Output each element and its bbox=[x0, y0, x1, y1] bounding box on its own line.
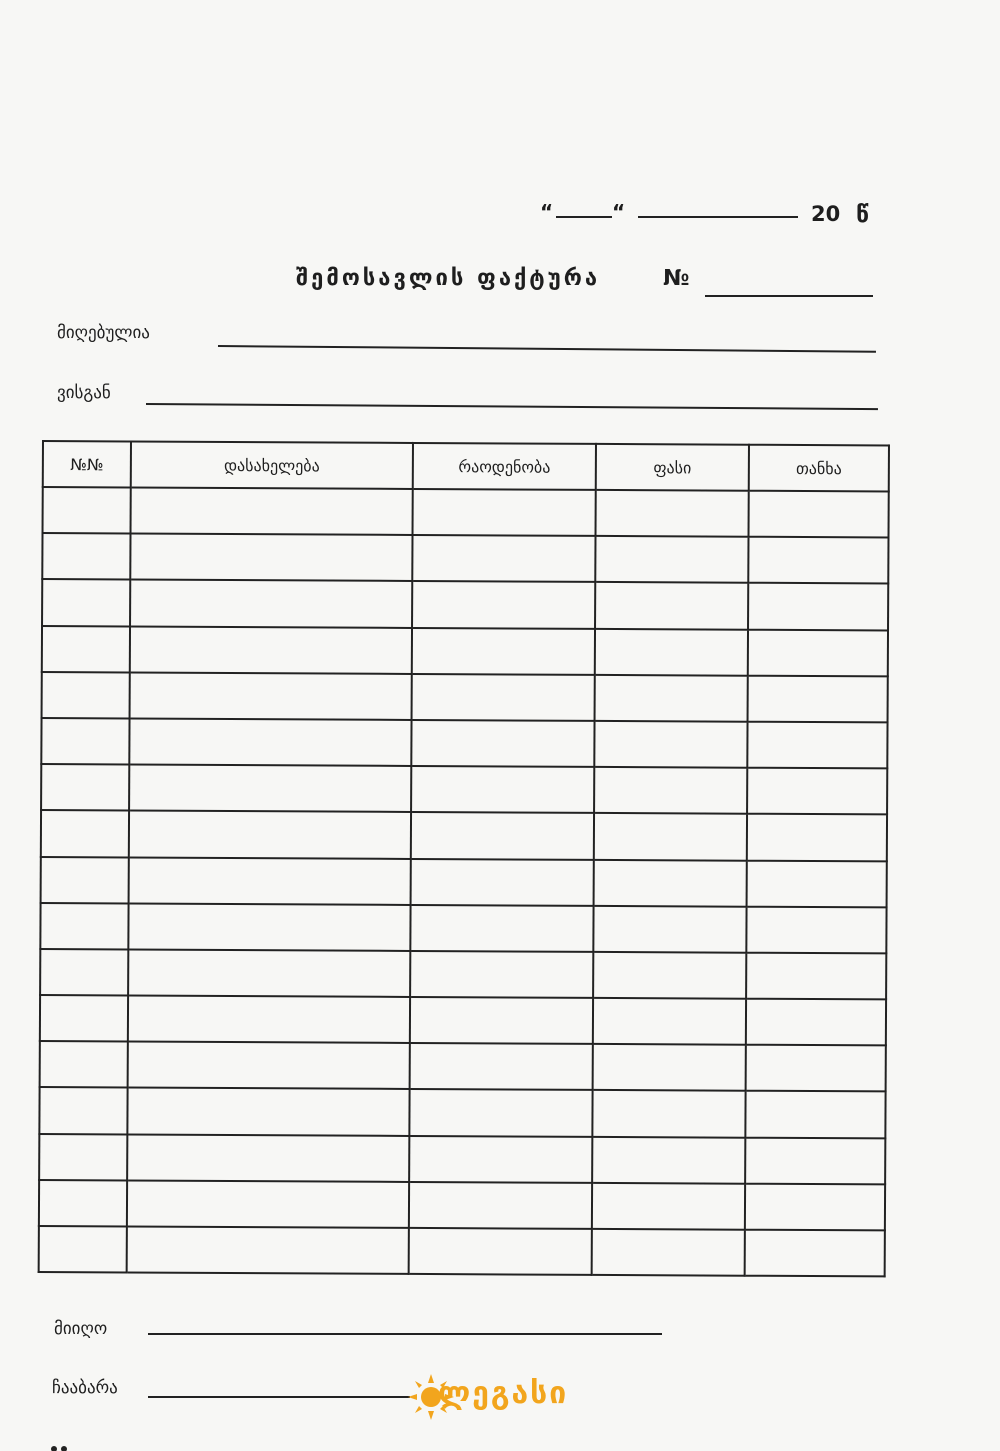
open-quote: “ bbox=[540, 200, 554, 224]
cell-quantity[interactable] bbox=[412, 674, 595, 721]
cell-number[interactable] bbox=[41, 718, 129, 765]
cell-number[interactable] bbox=[39, 1226, 127, 1273]
cell-quantity[interactable] bbox=[412, 535, 595, 582]
cell-name[interactable] bbox=[129, 718, 411, 766]
cell-quantity[interactable] bbox=[410, 905, 593, 952]
day-blank[interactable] bbox=[556, 216, 612, 218]
year-suffix: წ bbox=[856, 202, 869, 228]
cell-price[interactable] bbox=[592, 1137, 745, 1184]
cell-name[interactable] bbox=[127, 1226, 409, 1274]
cell-number[interactable] bbox=[39, 1087, 127, 1134]
bullet-dots bbox=[50, 1443, 72, 1451]
cell-quantity[interactable] bbox=[411, 720, 594, 767]
table-row bbox=[40, 949, 886, 1000]
table-row bbox=[39, 1226, 885, 1277]
cell-quantity[interactable] bbox=[409, 1089, 592, 1136]
cell-price[interactable] bbox=[595, 628, 748, 675]
from-field[interactable] bbox=[146, 403, 878, 410]
cell-price[interactable] bbox=[596, 490, 749, 537]
cell-amount[interactable] bbox=[746, 1045, 886, 1092]
cell-name[interactable] bbox=[128, 996, 410, 1044]
items-body bbox=[39, 487, 889, 1277]
cell-quantity[interactable] bbox=[410, 951, 593, 998]
cell-number[interactable] bbox=[42, 626, 130, 673]
cell-quantity[interactable] bbox=[409, 1182, 592, 1229]
table-row bbox=[39, 1087, 885, 1138]
cell-name[interactable] bbox=[127, 1180, 409, 1228]
cell-quantity[interactable] bbox=[412, 628, 595, 675]
cell-amount[interactable] bbox=[748, 537, 888, 584]
cell-number[interactable] bbox=[40, 995, 128, 1042]
cell-quantity[interactable] bbox=[412, 581, 595, 628]
cell-number[interactable] bbox=[40, 949, 128, 996]
received-label: მიღებულია bbox=[57, 323, 150, 343]
cell-price[interactable] bbox=[595, 675, 748, 722]
cell-name[interactable] bbox=[130, 672, 412, 720]
cell-number[interactable] bbox=[41, 764, 129, 811]
publisher-logo bbox=[408, 1372, 608, 1422]
cell-price[interactable] bbox=[594, 721, 747, 768]
cell-price[interactable] bbox=[594, 767, 747, 814]
cell-price[interactable] bbox=[592, 1090, 745, 1137]
cell-price[interactable] bbox=[593, 952, 746, 999]
cell-amount[interactable] bbox=[747, 860, 887, 907]
cell-name[interactable] bbox=[129, 857, 411, 905]
table-row bbox=[42, 533, 888, 584]
accepted-label: მიიღო bbox=[54, 1319, 108, 1339]
table-row bbox=[40, 995, 886, 1046]
header-name: დასახელება bbox=[131, 441, 413, 488]
table-row bbox=[42, 672, 888, 723]
cell-amount[interactable] bbox=[747, 722, 887, 769]
cell-price[interactable] bbox=[593, 998, 746, 1045]
cell-amount[interactable] bbox=[745, 1184, 885, 1231]
cell-name[interactable] bbox=[128, 949, 410, 997]
cell-name[interactable] bbox=[129, 811, 411, 859]
cell-amount[interactable] bbox=[748, 629, 888, 676]
cell-amount[interactable] bbox=[747, 768, 887, 815]
header-amount: თანხა bbox=[749, 445, 889, 492]
cell-name[interactable] bbox=[127, 1088, 409, 1136]
cell-amount[interactable] bbox=[745, 1137, 885, 1184]
table-row bbox=[41, 718, 887, 769]
cell-quantity[interactable] bbox=[411, 812, 594, 859]
table-row bbox=[40, 903, 886, 954]
cell-number[interactable] bbox=[41, 856, 129, 903]
invoice-number-blank[interactable] bbox=[705, 295, 873, 297]
cell-name[interactable] bbox=[129, 765, 411, 813]
cell-number[interactable] bbox=[42, 579, 130, 626]
document-title: შემოსავლის ფაქტურა bbox=[296, 266, 601, 291]
handed-over-field[interactable] bbox=[148, 1396, 410, 1398]
items-table bbox=[38, 440, 890, 1278]
cell-price[interactable] bbox=[592, 1229, 745, 1276]
cell-price[interactable] bbox=[593, 906, 746, 953]
cell-amount[interactable] bbox=[746, 953, 886, 1000]
table-row bbox=[41, 764, 887, 815]
header-price: ფასი bbox=[596, 444, 749, 491]
cell-name[interactable] bbox=[127, 1134, 409, 1182]
cell-name[interactable] bbox=[130, 534, 412, 582]
cell-amount[interactable] bbox=[746, 906, 886, 953]
cell-amount[interactable] bbox=[746, 999, 886, 1046]
year-prefix: 20 bbox=[811, 202, 841, 226]
cell-number[interactable] bbox=[42, 672, 130, 719]
cell-amount[interactable] bbox=[748, 583, 888, 630]
table-row bbox=[41, 810, 887, 861]
cell-amount[interactable] bbox=[745, 1091, 885, 1138]
logo-text: ლეგასი bbox=[438, 1376, 569, 1411]
date-line bbox=[538, 200, 883, 236]
accepted-field[interactable] bbox=[148, 1333, 662, 1335]
cell-price[interactable] bbox=[593, 1044, 746, 1091]
cell-number[interactable] bbox=[39, 1180, 127, 1227]
table-row bbox=[42, 626, 888, 677]
cell-quantity[interactable] bbox=[413, 489, 596, 536]
cell-amount[interactable] bbox=[748, 675, 888, 722]
handed-over-label: ჩააბარა bbox=[52, 1378, 118, 1398]
cell-amount[interactable] bbox=[749, 491, 889, 538]
cell-number[interactable] bbox=[39, 1134, 127, 1181]
number-sign: № bbox=[663, 266, 690, 291]
header-number: №№ bbox=[43, 441, 131, 487]
table-row bbox=[43, 487, 889, 538]
cell-price[interactable] bbox=[594, 859, 747, 906]
header-quantity: რაოდენობა bbox=[413, 443, 596, 490]
cell-quantity[interactable] bbox=[409, 1228, 592, 1275]
cell-number[interactable] bbox=[40, 903, 128, 950]
cell-quantity[interactable] bbox=[411, 858, 594, 905]
cell-number[interactable] bbox=[43, 487, 131, 534]
cell-price[interactable] bbox=[595, 582, 748, 629]
cell-amount[interactable] bbox=[745, 1230, 885, 1277]
table-row bbox=[41, 856, 887, 907]
cell-name[interactable] bbox=[128, 903, 410, 951]
month-blank[interactable] bbox=[638, 216, 798, 218]
cell-amount[interactable] bbox=[747, 814, 887, 861]
table-row bbox=[42, 579, 888, 630]
cell-name[interactable] bbox=[128, 1042, 410, 1090]
table-row bbox=[40, 1041, 886, 1092]
from-label: ვისგან bbox=[57, 383, 111, 403]
cell-number[interactable] bbox=[42, 533, 130, 580]
close-quote: “ bbox=[612, 200, 626, 224]
cell-name[interactable] bbox=[130, 626, 412, 674]
cell-name[interactable] bbox=[130, 580, 412, 628]
cell-quantity[interactable] bbox=[409, 1136, 592, 1183]
cell-number[interactable] bbox=[40, 1041, 128, 1088]
cell-name[interactable] bbox=[131, 487, 413, 535]
cell-price[interactable] bbox=[592, 1183, 745, 1230]
received-field[interactable] bbox=[218, 345, 876, 353]
table-row bbox=[39, 1134, 885, 1185]
cell-number[interactable] bbox=[41, 810, 129, 857]
table-header-row bbox=[43, 441, 889, 491]
cell-price[interactable] bbox=[594, 813, 747, 860]
cell-quantity[interactable] bbox=[410, 1043, 593, 1090]
cell-quantity[interactable] bbox=[411, 766, 594, 813]
cell-quantity[interactable] bbox=[410, 997, 593, 1044]
cell-price[interactable] bbox=[595, 536, 748, 583]
table-row bbox=[39, 1180, 885, 1231]
